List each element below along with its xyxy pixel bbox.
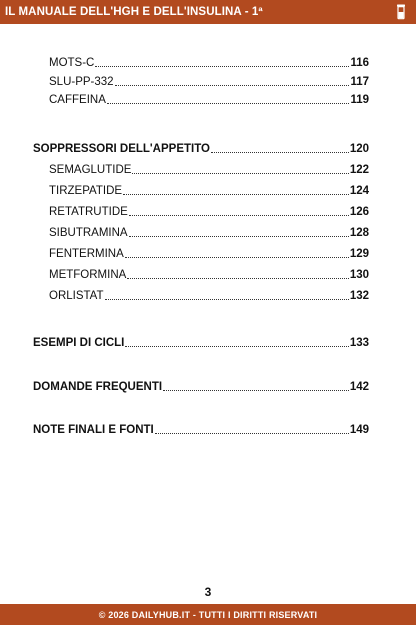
- toc-section-page: 149: [349, 424, 369, 436]
- toc-entry-label: SIBUTRAMINA: [49, 227, 128, 239]
- toc-entry-label: TIRZEPATIDE: [49, 185, 123, 197]
- toc-section-page: 133: [349, 337, 369, 349]
- toc-entry-metformina[interactable]: [49, 268, 369, 282]
- dot-leader: [107, 102, 350, 104]
- dot-leader: [155, 432, 349, 434]
- toc-entry-page: 126: [349, 206, 369, 218]
- toc-entry-page: 119: [350, 94, 369, 106]
- toc-entry-caffeina[interactable]: [49, 93, 369, 107]
- toc-entry-slu-pp-332[interactable]: [49, 75, 369, 89]
- toc-section-esempi-di-cicli[interactable]: [33, 336, 369, 350]
- toc-entry-tirzepatide[interactable]: [49, 184, 369, 198]
- toc-section-label: ESEMPI DI CICLI: [33, 337, 125, 349]
- toc-entry-page: 116: [350, 57, 369, 69]
- page-footer: [0, 604, 416, 625]
- toc-entry-label: MOTS-C: [49, 57, 95, 69]
- dot-leader: [115, 84, 350, 86]
- toc-section-soppressori[interactable]: [33, 142, 369, 156]
- dot-leader: [129, 235, 349, 237]
- dot-leader: [211, 151, 349, 153]
- toc-entry-page: 129: [349, 248, 369, 260]
- toc-entry-label: SLU-PP-332: [49, 76, 114, 88]
- toc-section-page: 142: [349, 381, 369, 393]
- dot-leader: [127, 277, 349, 279]
- dot-leader: [105, 298, 349, 300]
- dot-leader: [125, 256, 349, 258]
- toc-entry-retatrutide[interactable]: [49, 205, 369, 219]
- toc-entry-orlistat[interactable]: [49, 289, 369, 303]
- toc-entry-page: 122: [349, 164, 369, 176]
- toc-section-label: NOTE FINALI E FONTI: [33, 424, 154, 436]
- dot-leader: [129, 214, 349, 216]
- toc-entry-label: ORLISTAT: [49, 290, 104, 302]
- toc-section-domande-frequenti[interactable]: [33, 380, 369, 394]
- toc-entry-page: 128: [349, 227, 369, 239]
- toc-section-label: SOPPRESSORI DELL'APPETITO: [33, 143, 210, 155]
- toc-section-page: 120: [349, 143, 369, 155]
- vial-icon: [394, 4, 408, 20]
- toc-entry-semaglutide[interactable]: [49, 163, 369, 177]
- dot-leader: [123, 193, 349, 195]
- toc-section-label: DOMANDE FREQUENTI: [33, 381, 163, 393]
- toc-section-note-finali[interactable]: [33, 423, 369, 437]
- toc-entry-label: SEMAGLUTIDE: [49, 164, 132, 176]
- page-number: 3: [204, 585, 212, 599]
- dot-leader: [163, 389, 349, 391]
- toc-entry-page: 130: [349, 269, 369, 281]
- dot-leader: [125, 345, 348, 347]
- toc-entry-mots-c[interactable]: [49, 56, 369, 70]
- toc-entry-fentermina[interactable]: [49, 247, 369, 261]
- toc-entry-page: 117: [350, 76, 369, 88]
- toc-entry-label: METFORMINA: [49, 269, 127, 281]
- page-header: [0, 0, 416, 24]
- toc-entry-sibutramina[interactable]: [49, 226, 369, 240]
- header-title: IL MANUALE DELL'HGH E DELL'INSULINA - 1ª: [5, 6, 263, 18]
- toc-entry-page: 124: [349, 185, 369, 197]
- toc-entry-label: CAFFEINA: [49, 94, 106, 106]
- footer-copyright: © 2026 DAILYHUB.IT - TUTTI I DIRITTI RISERVATI: [98, 609, 318, 620]
- dot-leader: [95, 65, 349, 67]
- toc-entry-label: RETATRUTIDE: [49, 206, 128, 218]
- toc-entry-label: FENTERMINA: [49, 248, 124, 260]
- dot-leader: [132, 172, 348, 174]
- toc-entry-page: 132: [349, 290, 369, 302]
